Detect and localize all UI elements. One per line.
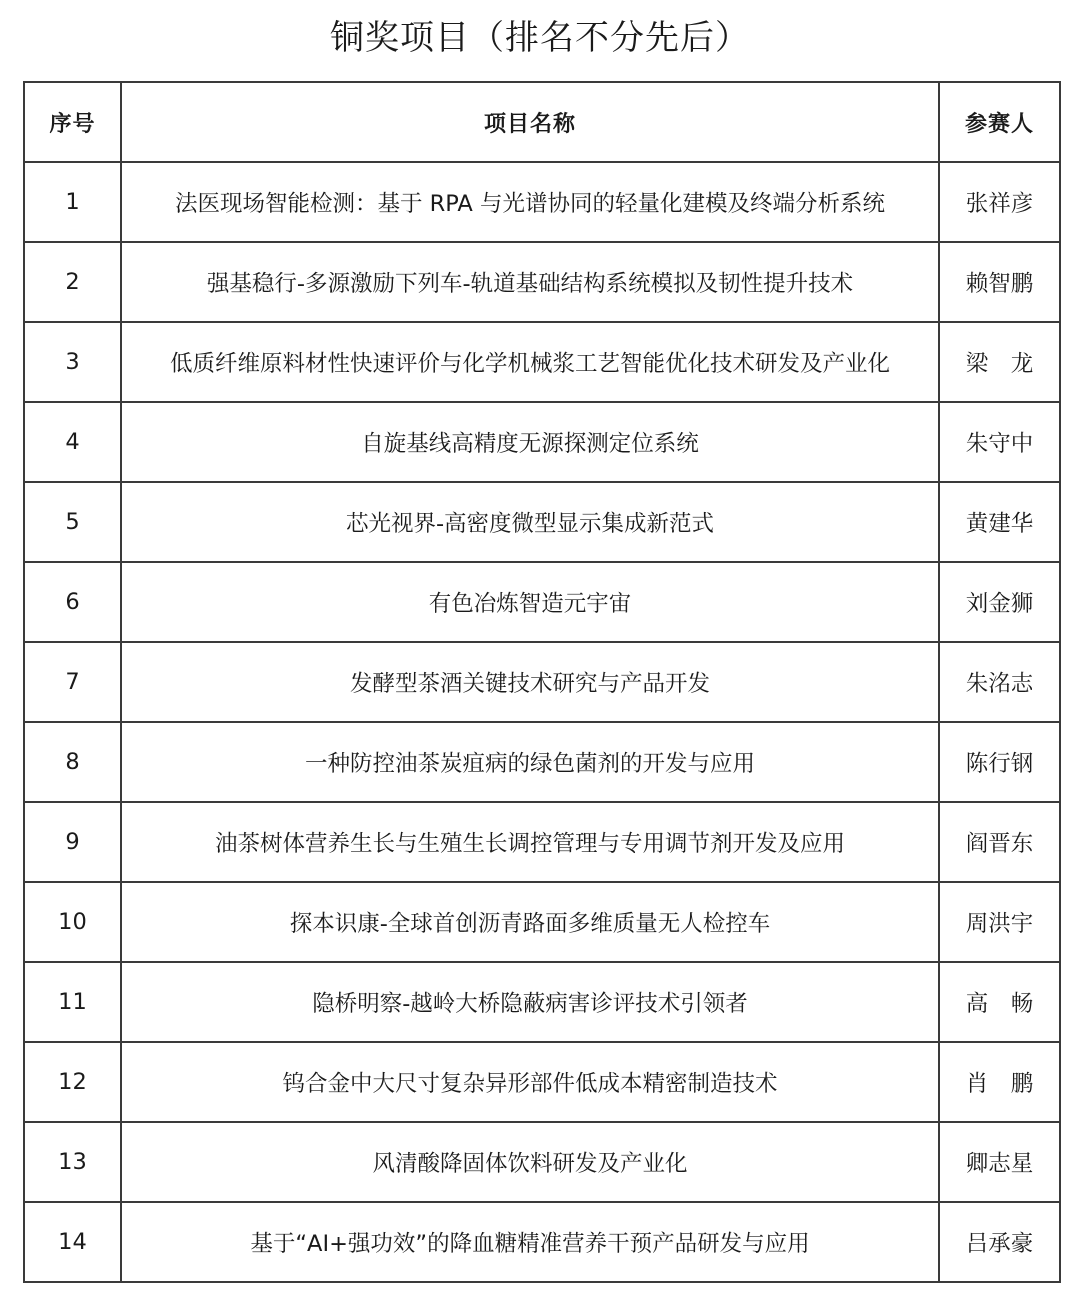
row-participant: 卿志星: [939, 1122, 1060, 1202]
row-project-name: 钨合金中大尺寸复杂异形部件低成本精密制造技术: [121, 1042, 939, 1122]
row-project-name: 基于“AI+强功效”的降血糖精准营养干预产品研发与应用: [121, 1202, 939, 1282]
table-row: [24, 402, 1060, 482]
row-serial-number: 2: [24, 242, 121, 322]
row-project-name: 风清酸降固体饮料研发及产业化: [121, 1122, 939, 1202]
row-serial-number: 7: [24, 642, 121, 722]
bronze-award-table: [23, 81, 1061, 1283]
header-project-name: 项目名称: [121, 82, 939, 162]
table-row: [24, 962, 1060, 1042]
table-row: [24, 162, 1060, 242]
row-serial-number: 9: [24, 802, 121, 882]
row-participant: 梁 龙: [939, 322, 1060, 402]
row-participant: 阎晋东: [939, 802, 1060, 882]
row-participant: 高 畅: [939, 962, 1060, 1042]
row-project-name: 发酵型茶酒关键技术研究与产品开发: [121, 642, 939, 722]
row-serial-number: 13: [24, 1122, 121, 1202]
row-participant: 赖智鹏: [939, 242, 1060, 322]
row-serial-number: 10: [24, 882, 121, 962]
table-row: [24, 322, 1060, 402]
table-row: [24, 562, 1060, 642]
table-row: [24, 242, 1060, 322]
row-participant: 刘金狮: [939, 562, 1060, 642]
row-serial-number: 5: [24, 482, 121, 562]
row-project-name: 自旋基线高精度无源探测定位系统: [121, 402, 939, 482]
page-title: 铜奖项目（排名不分先后）: [330, 18, 750, 58]
header-participant: 参赛人: [939, 82, 1060, 162]
row-participant: 朱洺志: [939, 642, 1060, 722]
row-project-name: 油茶树体营养生长与生殖生长调控管理与专用调节剂开发及应用: [121, 802, 939, 882]
table-row: [24, 1122, 1060, 1202]
row-serial-number: 4: [24, 402, 121, 482]
table-row: [24, 1042, 1060, 1122]
row-project-name: 芯光视界-高密度微型显示集成新范式: [121, 482, 939, 562]
row-participant: 朱守中: [939, 402, 1060, 482]
table-row: [24, 1202, 1060, 1282]
row-project-name: 有色冶炼智造元宇宙: [121, 562, 939, 642]
row-participant: 周洪宇: [939, 882, 1060, 962]
table-row: [24, 482, 1060, 562]
row-serial-number: 12: [24, 1042, 121, 1122]
row-participant: 陈行钢: [939, 722, 1060, 802]
table-row: [24, 802, 1060, 882]
row-project-name: 低质纤维原料材性快速评价与化学机械浆工艺智能优化技术研发及产业化: [121, 322, 939, 402]
row-serial-number: 8: [24, 722, 121, 802]
row-participant: 黄建华: [939, 482, 1060, 562]
table-row: [24, 882, 1060, 962]
row-project-name: 强基稳行-多源激励下列车-轨道基础结构系统模拟及韧性提升技术: [121, 242, 939, 322]
row-serial-number: 14: [24, 1202, 121, 1282]
row-project-name: 一种防控油茶炭疽病的绿色菌剂的开发与应用: [121, 722, 939, 802]
row-project-name: 隐桥明察-越岭大桥隐蔽病害诊评技术引领者: [121, 962, 939, 1042]
row-serial-number: 1: [24, 162, 121, 242]
table-row: [24, 642, 1060, 722]
header-serial-number: 序号: [24, 82, 121, 162]
row-participant: 吕承豪: [939, 1202, 1060, 1282]
row-serial-number: 3: [24, 322, 121, 402]
row-project-name: 探本识康-全球首创沥青路面多维质量无人检控车: [121, 882, 939, 962]
table-header-row: [24, 82, 1060, 162]
table-row: [24, 722, 1060, 802]
row-project-name: 法医现场智能检测：基于 RPA 与光谱协同的轻量化建模及终端分析系统: [121, 162, 939, 242]
row-participant: 肖 鹏: [939, 1042, 1060, 1122]
row-participant: 张祥彦: [939, 162, 1060, 242]
row-serial-number: 11: [24, 962, 121, 1042]
row-serial-number: 6: [24, 562, 121, 642]
